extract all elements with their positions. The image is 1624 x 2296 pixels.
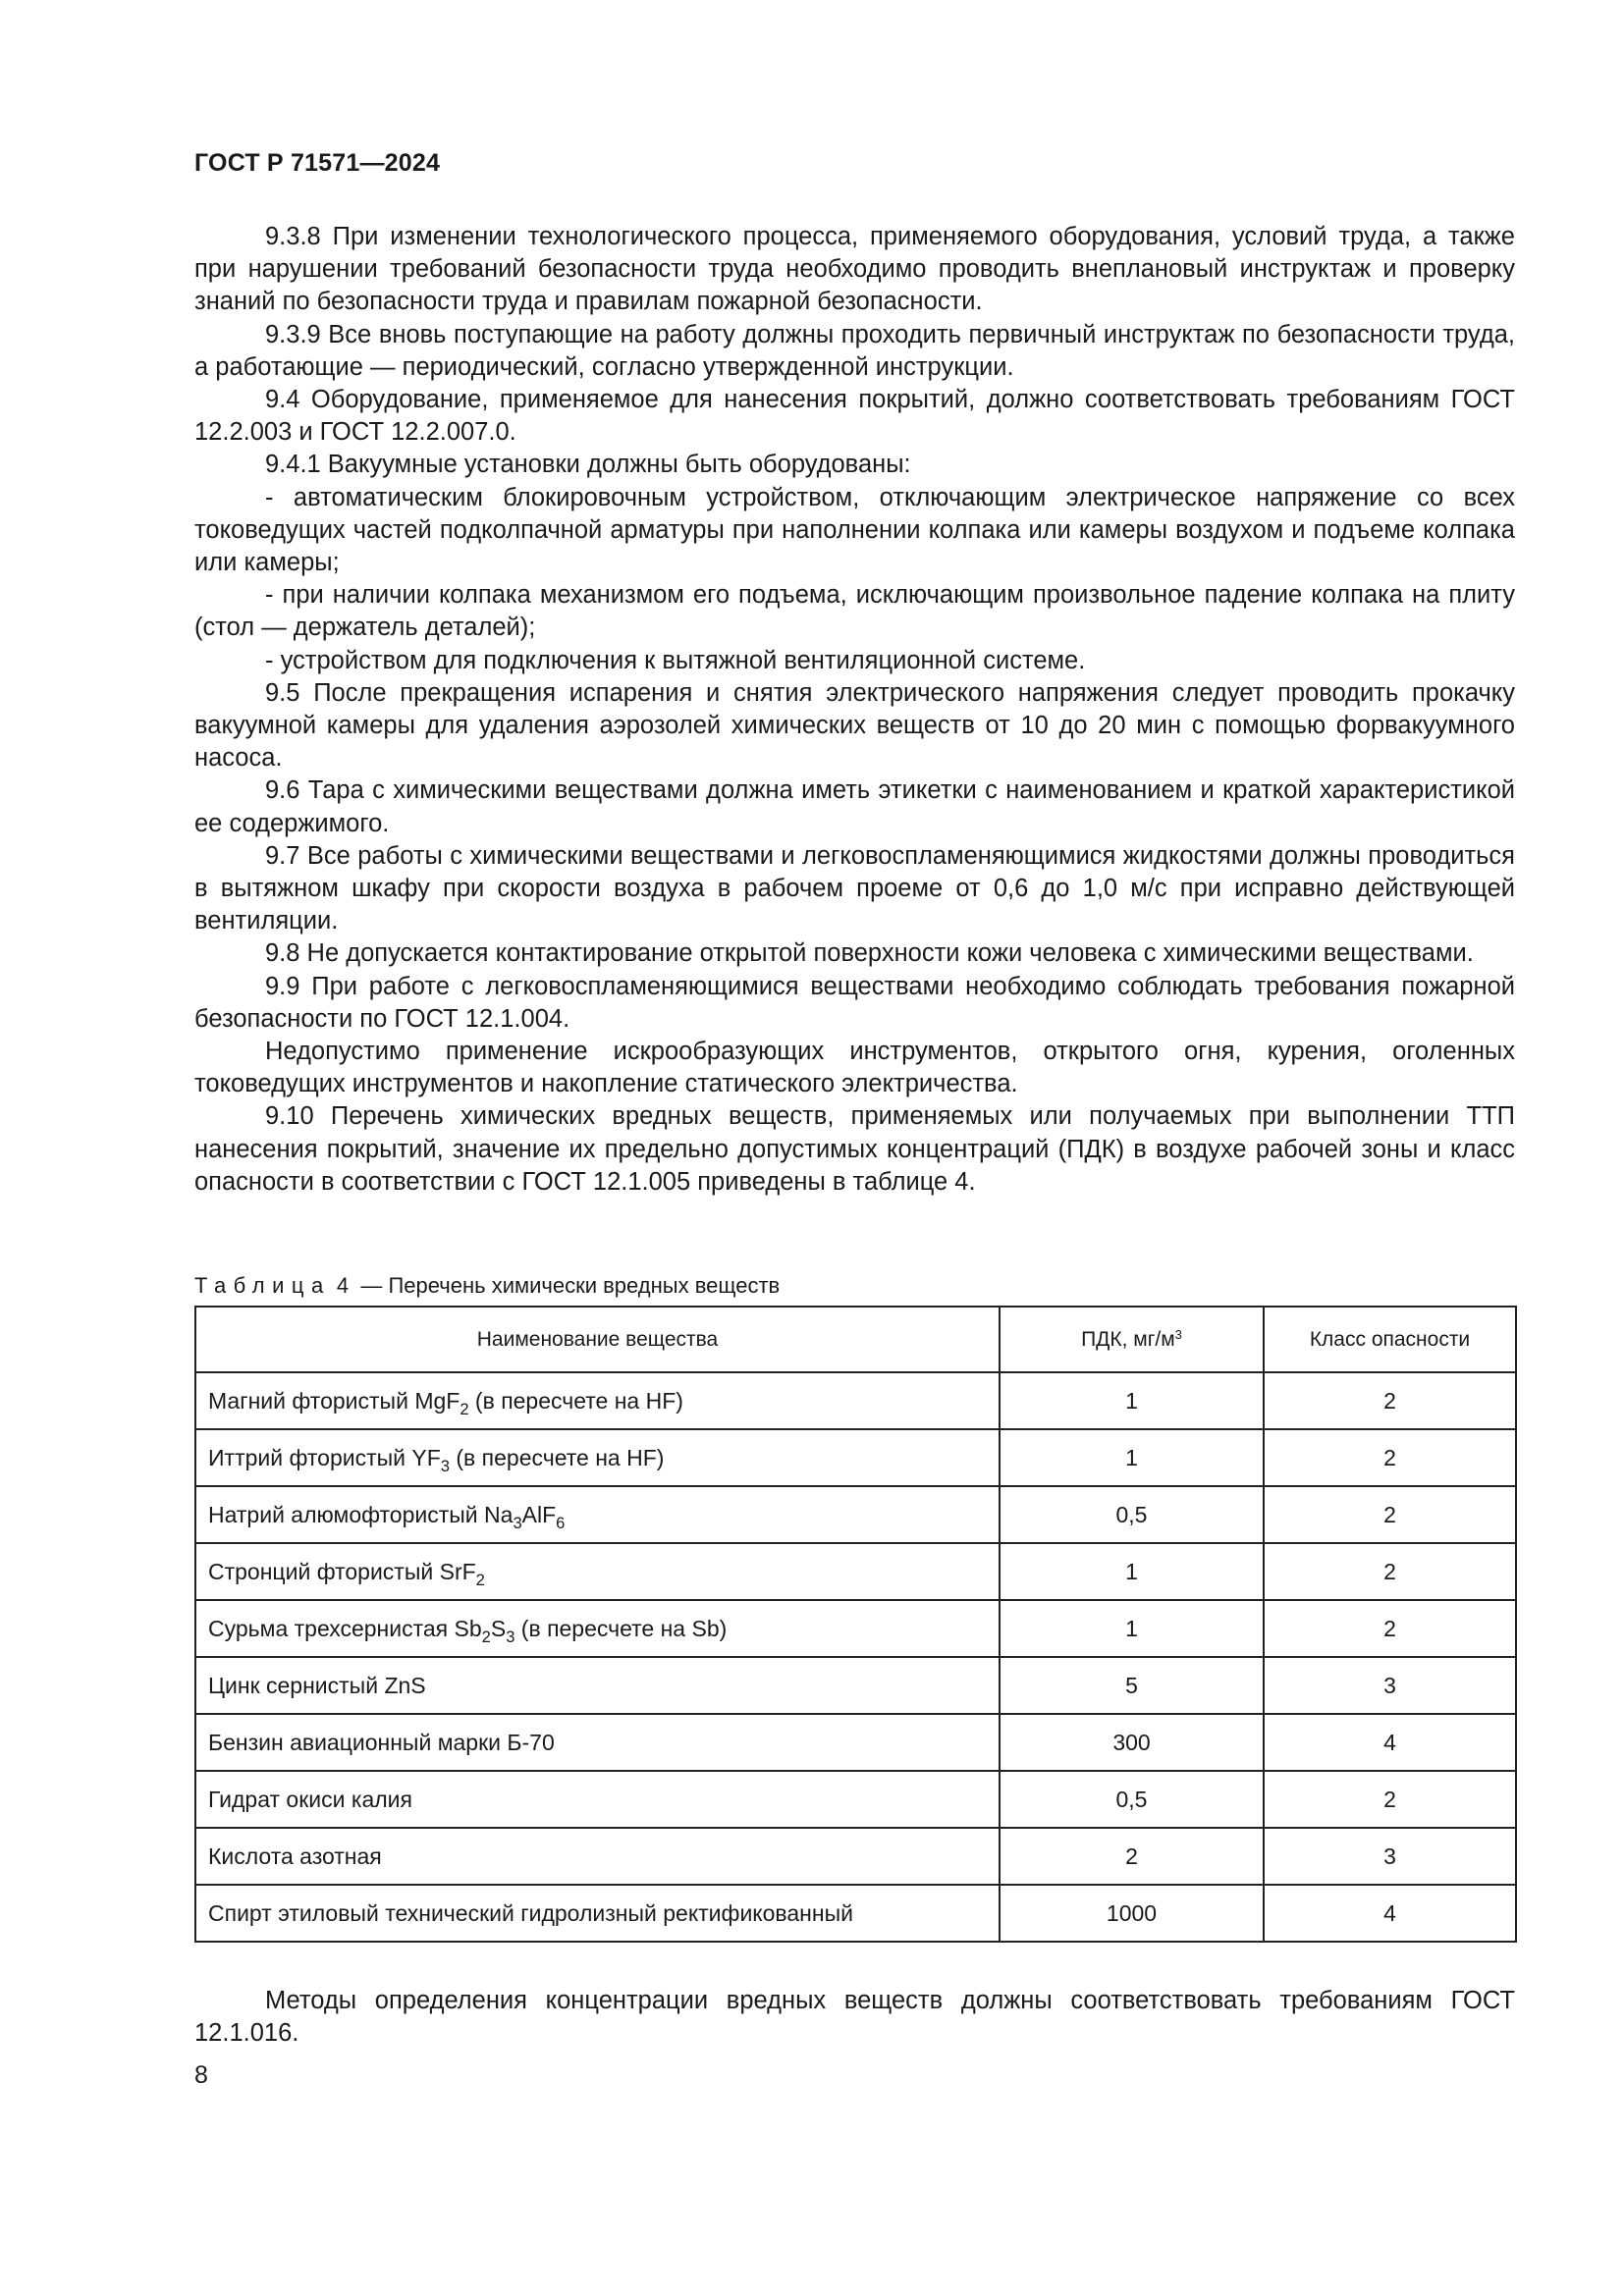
paragraph-9-9: 9.9 При работе с легковоспламеняющимися веществами необходимо соблюдать требования пожарной безопасности по ГОСТ 12.1.004. xyxy=(194,972,1515,1033)
substance-name: Стронций фтористый SrF xyxy=(208,1558,476,1584)
formula-subscript: 3 xyxy=(513,1513,522,1532)
table-row xyxy=(195,1600,1516,1657)
hazard-class-cell: 2 xyxy=(1264,1372,1516,1429)
paragraph-9-9-note: Недопустимо применение искрообразующих инструментов, открытого огня, курения, оголенных токоведущих инструментов и накопление статического электричества. xyxy=(194,1038,1515,1098)
substance-name: Магний фтористый MgF xyxy=(208,1387,460,1414)
pdk-cell: 0,5 xyxy=(1000,1771,1264,1828)
hazard-class-cell: 3 xyxy=(1264,1657,1516,1714)
substance-name-cell: Гидрат окиси калия xyxy=(195,1771,1000,1828)
header-substance-name: Наименование вещества xyxy=(195,1307,1000,1372)
paragraph-9-3-9: 9.3.9 Все вновь поступающие на работу должны проходить первичный инструктаж по безопасности труда, а работающие — периодический, согласно утвержденной инструкции. xyxy=(194,320,1515,381)
formula-part: AlF xyxy=(521,1501,557,1527)
pdk-cell: 2 xyxy=(1000,1828,1264,1885)
table-row xyxy=(195,1828,1516,1885)
substance-note: (в пересчете на HF) xyxy=(450,1444,665,1470)
hazard-class-cell: 2 xyxy=(1264,1429,1516,1486)
paragraph-9-5: 9.5 После прекращения испарения и снятия электрического напряжения следует проводить прокачку вакуумной камеры для удаления аэрозолей химических веществ от 10 до 20 мин с помощью форвакуумного насоса. xyxy=(194,678,1515,773)
substance-name-cell xyxy=(195,1486,1000,1543)
table-row xyxy=(195,1771,1516,1828)
substance-name-cell: Бензин авиационный марки Б-70 xyxy=(195,1714,1000,1771)
hazard-class-cell: 2 xyxy=(1264,1600,1516,1657)
pdk-cell: 1 xyxy=(1000,1600,1264,1657)
table-row xyxy=(195,1372,1516,1429)
formula-subscript: 2 xyxy=(475,1570,485,1589)
hazard-class-cell: 2 xyxy=(1264,1771,1516,1828)
formula-subscript: 6 xyxy=(556,1513,566,1532)
paragraph-9-4: 9.4 Оборудование, применяемое для нанесения покрытий, должно соответствовать требованиям ГОСТ 12.2.003 и ГОСТ 12.2.007.0. xyxy=(194,386,1515,447)
page-number: 8 xyxy=(194,2061,208,2089)
pdk-cell: 1 xyxy=(1000,1543,1264,1600)
header-pdk xyxy=(1000,1307,1264,1372)
list-item: - автоматическим блокировочным устройством, отключающим электрическое напряжение со всех токоведущих частей подколпачной арматуры при наполнении колпака или камеры воздухом и подъеме колпака или камеры; xyxy=(194,483,1515,577)
table-caption-number: 4 xyxy=(336,1273,350,1298)
table-row xyxy=(195,1429,1516,1486)
substance-name-cell: Спирт этиловый технический гидролизный ректификованный xyxy=(195,1885,1000,1942)
table-caption-title: — Перечень химически вредных веществ xyxy=(360,1273,781,1298)
substance-name-cell xyxy=(195,1543,1000,1600)
paragraph-9-6: 9.6 Тара с химическими веществами должна иметь этикетки с наименованием и краткой характеристикой ее содержимого. xyxy=(194,776,1515,837)
substance-note: (в пересчете на Sb) xyxy=(514,1615,728,1641)
substance-name-cell: Кислота азотная xyxy=(195,1828,1000,1885)
chemicals-table xyxy=(194,1306,1517,1943)
header-hazard-class: Класс опасности xyxy=(1264,1307,1516,1372)
substance-name-cell xyxy=(195,1600,1000,1657)
table-row xyxy=(195,1486,1516,1543)
table-row xyxy=(195,1543,1516,1600)
pdk-cell: 1 xyxy=(1000,1372,1264,1429)
substance-name: Сурьма трехсернистая Sb xyxy=(208,1615,482,1641)
paragraph-9-4-1: 9.4.1 Вакуумные установки должны быть оборудованы: xyxy=(265,451,911,479)
after-table-text xyxy=(194,1985,1515,2050)
substance-name-cell: Цинк сернистый ZnS xyxy=(195,1657,1000,1714)
table-row xyxy=(195,1657,1516,1714)
pdk-cell: 300 xyxy=(1000,1714,1264,1771)
substance-name: Натрий алюмофтористый Na xyxy=(208,1501,514,1527)
hazard-class-cell: 2 xyxy=(1264,1486,1516,1543)
hazard-class-cell: 4 xyxy=(1264,1714,1516,1771)
table-row xyxy=(195,1885,1516,1942)
paragraph-methods: Методы определения концентрации вредных веществ должны соответствовать требованиям ГОСТ 12.1.016. xyxy=(194,1987,1515,2048)
table-caption-word: Таблица xyxy=(194,1273,331,1298)
formula-subscript: 2 xyxy=(460,1399,469,1418)
table-row xyxy=(195,1714,1516,1771)
list-item: - при наличии колпака механизмом его подъема, исключающим произвольное падение колпака на плиту (стол — держатель деталей); xyxy=(194,581,1515,642)
substance-name: Иттрий фтористый YF xyxy=(208,1444,441,1470)
formula-subscript: 2 xyxy=(481,1627,491,1646)
hazard-class-cell: 4 xyxy=(1264,1885,1516,1942)
pdk-cell: 5 xyxy=(1000,1657,1264,1714)
formula-part: S xyxy=(490,1615,507,1641)
substance-name-cell xyxy=(195,1372,1000,1429)
substance-name-cell xyxy=(195,1429,1000,1486)
formula-subscript: 3 xyxy=(506,1627,515,1646)
formula-subscript: 3 xyxy=(440,1456,450,1475)
list-item: - устройством для подключения к вытяжной вентиляционной системе. xyxy=(265,646,1086,674)
substance-note: (в пересчете на HF) xyxy=(468,1387,683,1414)
paragraph-9-10: 9.10 Перечень химических вредных веществ, применяемых или получаемых при выполнении ТТП нанесения покрытий, значение их предельно допустимых концентраций (ПДК) в воздухе рабочей зоны и класс опасности в соответствии с ГОСТ 12.1.005 приведены в таблице 4. xyxy=(194,1102,1515,1196)
pdk-cell: 1 xyxy=(1000,1429,1264,1486)
table-caption xyxy=(194,1273,780,1299)
header-pdk-sup: 3 xyxy=(1174,1326,1182,1342)
paragraph-9-8: 9.8 Не допускается контактирование открытой поверхности кожи человека с химическими веществами. xyxy=(265,939,1474,968)
hazard-class-cell: 2 xyxy=(1264,1543,1516,1600)
paragraph-9-3-8: 9.3.8 При изменении технологического процесса, применяемого оборудования, условий труда, а также при нарушении требований безопасности труда необходимо проводить внеплановый инструктаж и проверку знаний по безопасности труда и правилам пожарной безопасности. xyxy=(194,223,1515,316)
document-header: ГОСТ Р 71571—2024 xyxy=(194,149,441,177)
pdk-cell: 0,5 xyxy=(1000,1486,1264,1543)
pdk-cell: 1000 xyxy=(1000,1885,1264,1942)
header-pdk-label: ПДК, мг/м xyxy=(1081,1327,1175,1351)
body-text xyxy=(194,221,1515,1199)
paragraph-9-7: 9.7 Все работы с химическими веществами и легковоспламеняющимися жидкостями должны проводиться в вытяжном шкафу при скорости воздуха в рабочем проеме от 0,6 до 1,0 м/с при исправно действующей вентиляции. xyxy=(194,841,1515,935)
table-header-row xyxy=(195,1307,1516,1372)
hazard-class-cell: 3 xyxy=(1264,1828,1516,1885)
